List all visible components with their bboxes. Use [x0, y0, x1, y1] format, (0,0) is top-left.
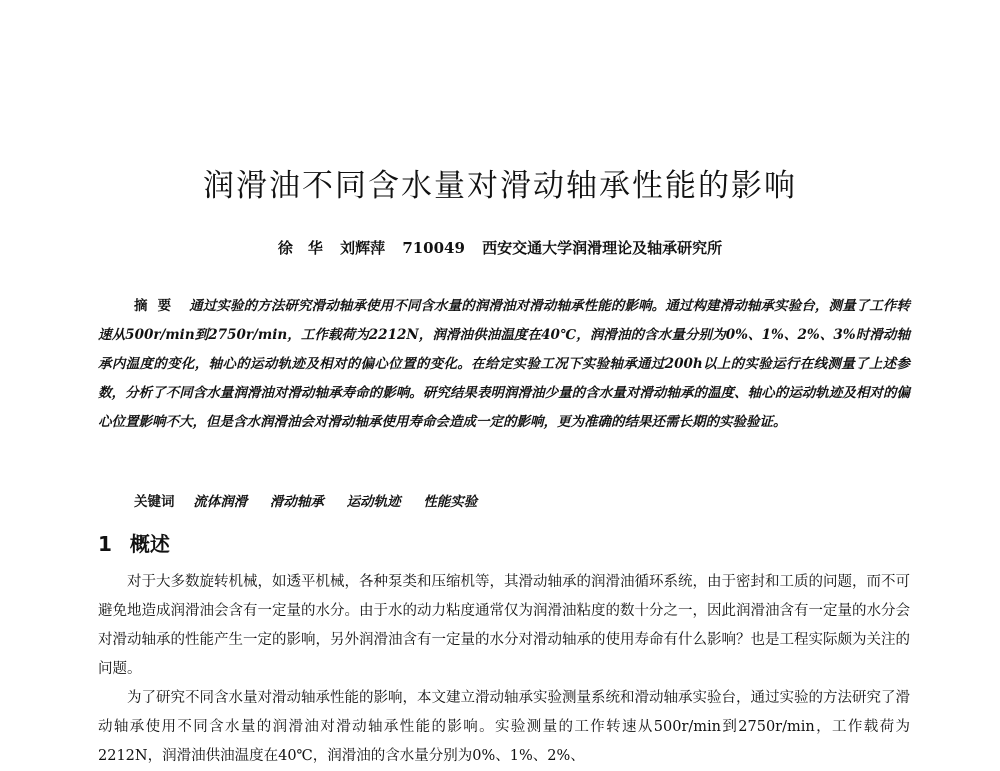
- author-name-1: 徐 华: [277, 239, 323, 257]
- body-paragraph: 对于大多数旋转机械，如透平机械，各种泵类和压缩机等，其滑动轴承的润滑油循环系统，由于密封和工质的问题，而不可避免地造成润滑油会含有一定量的水分。由于水的动力粘度通常仅为润滑油粘度的数十分之一，因此润滑油含有一定量的水分会对滑动轴承的性能产生一定的影响，另外润滑油含有一定量的水分对滑动轴承的使用寿命有什么影响？也是工程实际颇为关注的问题。: [98, 574, 910, 677]
- keyword: 运动轨迹: [346, 494, 401, 510]
- section-heading: [98, 528, 170, 557]
- keywords: [134, 490, 495, 510]
- postal-code: 710049: [402, 239, 465, 257]
- body-paragraph: 为了研究不同含水量对滑动轴承性能的影响，本文建立滑动轴承实验测量系统和滑动轴承实验台，通过实验的方法研究了滑动轴承使用不同含水量的润滑油对滑动轴承性能的影响。实验测量的工作转速从500r/min到2750r/min，工作载荷为2212N，润滑油供油温度在40℃，润滑油的含水量分别为0%、1%、2%、: [98, 690, 910, 764]
- author-name-2: 刘辉萍: [340, 239, 386, 257]
- keyword: 滑动轴承: [269, 494, 324, 510]
- paper-title: 润滑油不同含水量对滑动轴承性能的影响: [203, 168, 797, 204]
- affiliation: 西安交通大学润滑理论及轴承研究所: [482, 239, 723, 257]
- abstract-label: 摘要: [134, 298, 182, 314]
- section-body: [98, 568, 910, 771]
- abstract-text: 通过实验的方法研究滑动轴承使用不同含水量的润滑油对滑动轴承性能的影响。通过构建滑动轴承实验台，测量了工作转速从500r/min到2750r/min，工作载荷为2212N，润滑油供油温度在40℃，润滑油的含水量分别为0%、1%、2%、3%时滑动轴承内温度的变化，轴心的运动轨迹及相对的偏心位置的变化。在给定实验工况下实验轴承通过200h以上的实验运行在线测量了上述参数，分析了不同含水量润滑油对滑动轴承寿命的影响。研究结果表明润滑油少量的含水量对滑动轴承的温度、轴心的运动轨迹及相对的偏心位置影响不大，但是含水润滑油会对滑动轴承使用寿命会造成一定的影响，更为准确的结果还需长期的实验验证。: [98, 298, 911, 430]
- section-number: 1: [98, 532, 112, 556]
- keyword: 流体润滑: [193, 494, 248, 510]
- keyword: 性能实验: [423, 494, 478, 510]
- author-line: [0, 237, 1000, 258]
- abstract: [98, 292, 910, 437]
- section-title: 概述: [129, 532, 170, 556]
- keywords-label: 关键词: [134, 494, 175, 510]
